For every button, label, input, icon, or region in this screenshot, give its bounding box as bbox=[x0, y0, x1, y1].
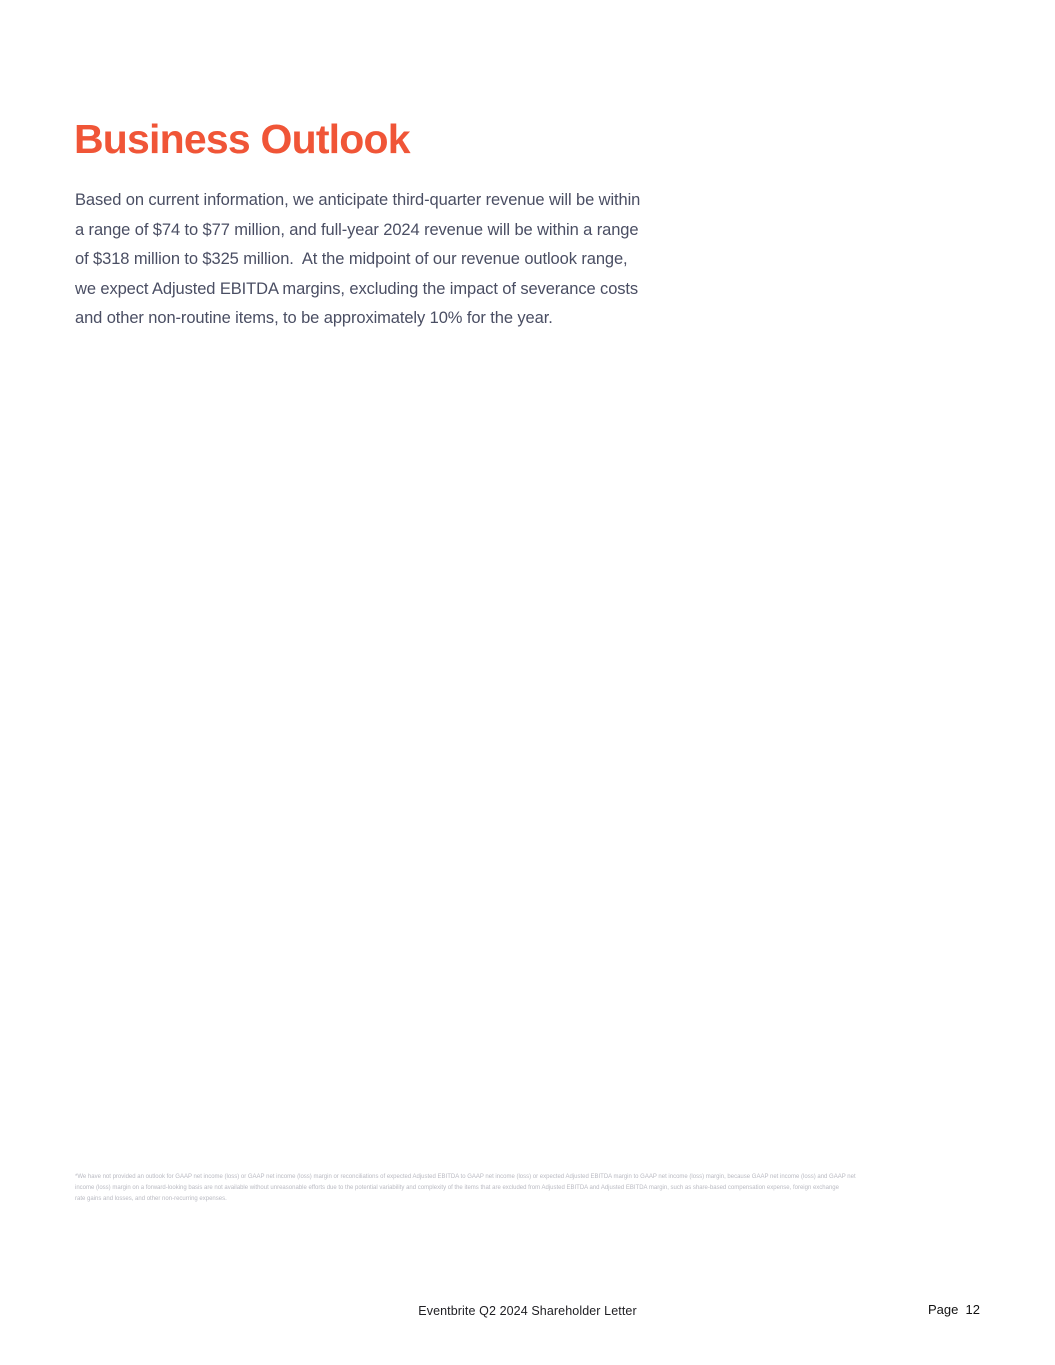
paragraph-line: a range of $74 to $77 million, and full-year 2024 revenue will be within a range bbox=[75, 220, 639, 239]
outlook-paragraph bbox=[75, 186, 640, 334]
footnote-line: income (loss) margin on a forward-looking basis are not available without unreasonable efforts due to the potential variability and complexity of the items that are excluded from Adjusted EBITDA and Adjusted EBITDA margin, such as share-based compensation expense, foreign exchange bbox=[75, 1184, 839, 1191]
paragraph-line: and other non-routine items, to be approximately 10% for the year. bbox=[75, 309, 553, 327]
paragraph-line: we expect Adjusted EBITDA margins, excluding the impact of severance costs bbox=[75, 279, 639, 298]
section-title: Business Outlook bbox=[74, 116, 410, 162]
footnote-disclaimer bbox=[75, 1172, 856, 1204]
footnote-line: rate gains and losses, and other non-recurring expenses. bbox=[75, 1195, 227, 1202]
footnote-line: *We have not provided an outlook for GAAP net income (loss) or GAAP net income (loss) margin or reconciliations of expected Adjusted EBITDA to GAAP net income (loss) or expected Adjusted EBITDA margin to GAAP net income (loss) margin, because GAAP net income (loss) and GAAP net bbox=[75, 1174, 856, 1180]
page-number: Page 12 bbox=[927, 1302, 980, 1317]
paragraph-line: Based on current information, we anticipate third-quarter revenue will be within bbox=[75, 191, 641, 209]
paragraph-line: of $318 million to $325 million. At the midpoint of our revenue outlook range, bbox=[75, 250, 628, 268]
footer-document-label: Eventbrite Q2 2024 Shareholder Letter bbox=[418, 1304, 637, 1318]
